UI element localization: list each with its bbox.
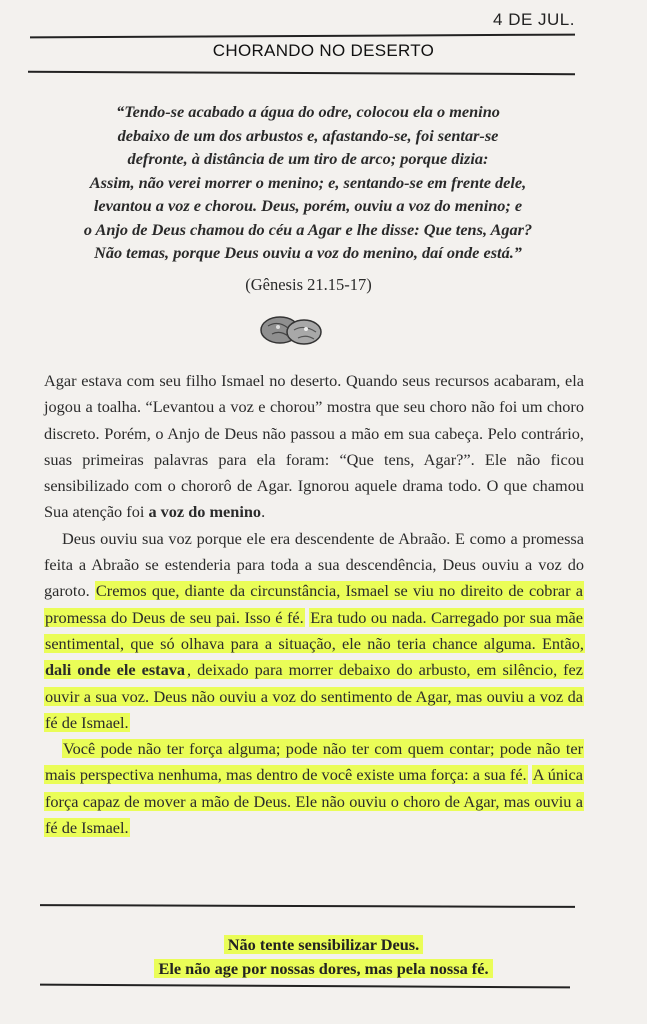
emphasis-text: a voz do menino [148, 502, 262, 522]
highlighted-emphasis-text: dali onde ele estava [45, 660, 186, 680]
quote-line: “Tendo-se acabado a água do odre, colocou ela o menino [116, 102, 500, 121]
footer-callout [0, 933, 647, 981]
quote-line: defronte, à distância de um tiro de arco; porque dizia: [127, 149, 489, 168]
stones-ornament-icon [258, 312, 326, 353]
paragraph-1 [44, 368, 584, 526]
paragraph-2 [44, 526, 584, 736]
quote-line: Não temas, porque Deus ouviu a voz do menino, daí onde está.” [94, 243, 522, 262]
footer-line-2: Ele não age por nossas dores, mas pela nossa fé. [154, 959, 492, 978]
header-rule-bottom [28, 71, 575, 75]
paragraph-3 [44, 736, 584, 841]
highlighted-text: A única força capaz de mover a mão de Deus. Ele não ouviu o choro de Agar, mas ouviu a fé de Ismael. [45, 765, 584, 838]
highlighted-text: , deixado para morrer debaixo do arbusto, em silêncio, fez ouvir a sua voz. Deus não ouviu a voz do sentimento de Agar, mas ouviu a voz da fé de Ismael. [45, 660, 584, 732]
paragraph-text: Agar estava com seu filho Ismael no deserto. Quando seus recursos acabaram, ela jogou a toalha. “Levantou a voz e chorou” mostra que seu choro não foi um choro discreto. Porém, o Anjo de Deus não passou a mão em sua cabeça. Pelo contrário, suas primeiras palavras para ela foram: “Que tens, Agar?”. Ele não ficou sensibilizado com o chororô de Agar. Ignorou aquele drama todo. O que chamou Sua atenção foi [44, 371, 584, 522]
header-rule-top [30, 34, 575, 38]
quote-line: debaixo de um dos arbustos e, afastando-se, foi sentar-se [117, 125, 499, 145]
quote-line: Assim, não verei morrer o menino; e, sentando-se em frente dele, [89, 172, 527, 192]
scripture-reference: (Gênesis 21.15-17) [245, 275, 372, 294]
highlighted-text: Você pode não ter força alguma; pode não ter com quem contar; pode não ter mais perspectiva nenhuma, mas dentro de você existe uma força: a sua fé. [45, 739, 583, 785]
page-title: CHORANDO NO DESERTO [212, 41, 435, 60]
paragraph-text: . [261, 502, 266, 522]
quote-line: levantou a voz e chorou. Deus, porém, ouviu a voz do menino; e [93, 196, 523, 215]
body-text [44, 368, 584, 841]
scripture-quote [48, 100, 568, 265]
highlighted-text: Era tudo ou nada. Carregado por sua mãe sentimental, que só olhava para a situação, ele não teria chance alguma. Então, [45, 607, 584, 653]
quote-line: o Anjo de Deus chamou do céu a Agar e lhe disse: Que tens, Agar? [83, 219, 533, 239]
paragraph-text: Deus ouviu sua voz porque ele era descendente de Abraão. E como a promessa feita a Abraão se estenderia para toda a sua descendência, Deus ouviu a voz do garoto. [44, 528, 584, 601]
footer-rule-bottom [40, 984, 570, 988]
footer-line-1: Não tente sensibilizar Deus. [224, 935, 423, 954]
page-date: 4 DE JUL. [493, 10, 575, 29]
footer-rule-top [40, 904, 575, 907]
highlighted-text: Cremos que, diante da circunstância, Ismael se viu no direito de cobrar a promessa do Deus de seu pai. Isso é fé. [45, 581, 584, 627]
